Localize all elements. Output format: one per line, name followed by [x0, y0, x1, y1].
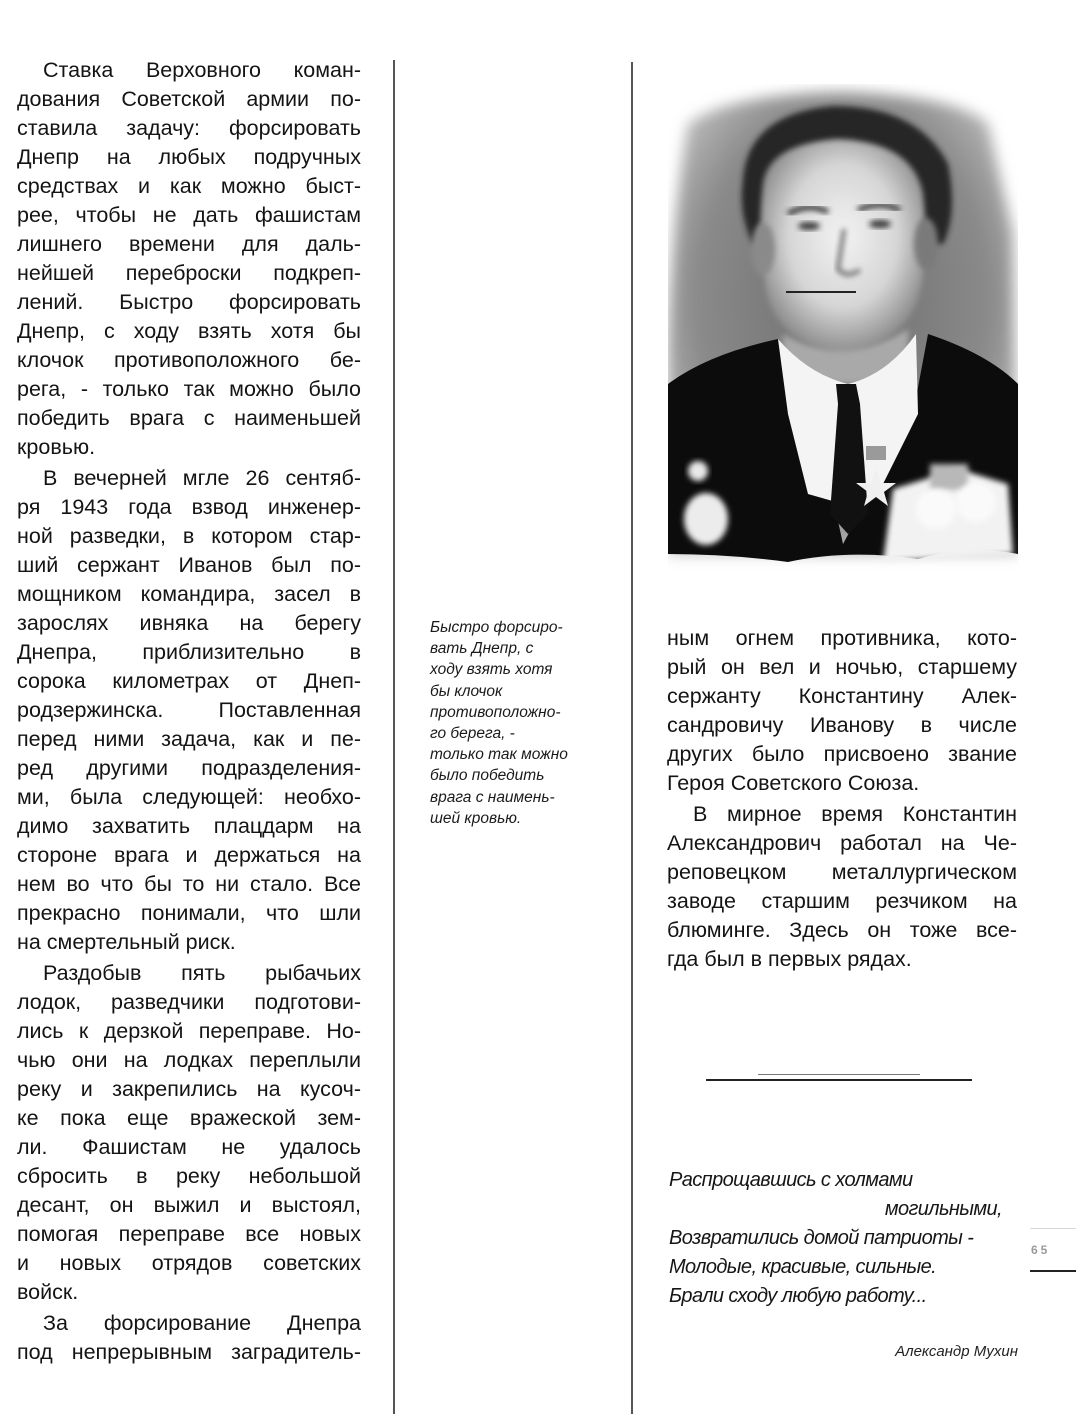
text-line: сандровичу Иванову в числе — [667, 713, 1017, 737]
page-number-rule-bottom — [1030, 1270, 1076, 1272]
poem-line: могильными, — [884, 1198, 1002, 1220]
text-line: кровью. — [17, 435, 96, 459]
poem-author: Александр Мухин — [895, 1343, 1018, 1360]
text-line: нем во что бы то ни стало. Все — [17, 872, 361, 896]
right-column — [667, 624, 1017, 976]
text-line: лишнего времени для даль- — [17, 232, 361, 256]
text-line: сбросить в реку небольшой — [17, 1164, 361, 1188]
poem-line: Распрощавшись с холмами — [669, 1169, 913, 1191]
text-line: помогая переправе все новых — [17, 1222, 361, 1246]
paragraph — [17, 959, 361, 1307]
pull-quote — [430, 617, 600, 829]
text-line: мощником командира, засел в — [17, 582, 361, 606]
text-line: на смертельный риск. — [17, 930, 236, 954]
text-line: За форсирование Днепра — [43, 1311, 361, 1335]
poem-line: Возвратились домой патриоты - — [669, 1227, 974, 1249]
text-line: прекрасно понимали, что шли — [17, 901, 361, 925]
pull-quote-line: ходу взять хотя — [430, 661, 553, 679]
separator-rule-thin — [758, 1074, 920, 1075]
pull-quote-line: вать Днепр, с — [430, 640, 534, 658]
text-line: Ставка Верховного коман- — [43, 58, 361, 82]
pull-quote-line: го берега, - — [430, 725, 515, 743]
text-line: чью они на лодках переплыли — [17, 1048, 361, 1072]
page-number: 65 — [1031, 1243, 1051, 1257]
poem-line: Брали сходу любую работу... — [669, 1285, 927, 1307]
text-line: рега, - только так можно было — [17, 377, 361, 401]
pull-quote-line: было победить — [430, 767, 545, 785]
text-line: ший сержант Иванов был по- — [17, 553, 361, 577]
left-column — [17, 56, 361, 1369]
pull-quote-line: Быстро форсиро- — [430, 619, 563, 636]
pull-quote-line: врага с наимень- — [430, 788, 555, 806]
text-line: средствах и как можно быст- — [17, 174, 361, 198]
text-line: Днепр, с ходу взять хотя бы — [17, 319, 361, 343]
pull-quote-line: бы клочок — [430, 682, 503, 700]
text-line: сорока километрах от Днеп- — [17, 669, 361, 693]
paragraph — [667, 800, 1017, 974]
text-line: перед ними задача, как и пе- — [17, 727, 361, 751]
text-line: Раздобыв пять рыбачьих — [43, 961, 361, 985]
text-line: димо захватить плацдарм на — [17, 814, 361, 838]
text-line: ли. Фашистам не удалось — [17, 1135, 361, 1159]
text-line: ря 1943 года взвод инженер- — [17, 495, 361, 519]
text-line: и новых отрядов советских — [17, 1251, 361, 1275]
text-line: Александрович работал на Че- — [667, 831, 1017, 855]
text-line: рее, чтобы не дать фашистам — [17, 203, 361, 227]
text-line: дования Советской армии по- — [17, 87, 361, 111]
text-line: гда был в первых рядах. — [667, 947, 912, 971]
paragraph — [17, 56, 361, 462]
text-line: клочок противоположного бе- — [17, 348, 361, 372]
text-line: родзержинска. Поставленная — [17, 698, 361, 722]
poem-epigraph — [669, 1166, 1014, 1311]
text-line: зарослях ивняка на берегу — [17, 611, 361, 635]
text-line: стороне врага и держаться на — [17, 843, 361, 867]
text-line: ред другими подразделения- — [17, 756, 361, 780]
column-rule-left — [393, 60, 395, 1414]
paragraph — [17, 464, 361, 957]
text-line: победить врага с наименьшей — [17, 406, 361, 430]
pull-quote-line: шей кровью. — [430, 809, 522, 827]
text-line: блюминге. Здесь он тоже все- — [667, 918, 1017, 942]
text-line: ми, была следующей: необхо- — [17, 785, 361, 809]
text-line: В вечерней мгле 26 сентяб- — [43, 466, 361, 490]
text-line: лись к дерзкой переправе. Но- — [17, 1019, 361, 1043]
text-line: реповецком металлургическом — [667, 860, 1017, 884]
poem-line: Молодые, красивые, сильные. — [669, 1256, 937, 1278]
text-line: десант, он выжил и выстоял, — [17, 1193, 361, 1217]
paragraph — [17, 1309, 361, 1367]
text-line: реку и закрепились на кусоч- — [17, 1077, 361, 1101]
text-line: Героя Советского Союза. — [667, 771, 920, 795]
text-line: Днепра, приблизительно в — [17, 640, 361, 664]
text-line: ной разведки, в котором стар- — [17, 524, 361, 548]
pull-quote-line: противоположно- — [430, 703, 561, 721]
text-line: ным огнем противника, кото- — [667, 626, 1017, 650]
text-line: лодок, разведчики подготови- — [17, 990, 361, 1014]
text-line: ставила задачу: форсировать — [17, 116, 361, 140]
text-line: других было присвоено звание — [667, 742, 1017, 766]
text-line: лений. Быстро форсировать — [17, 290, 361, 314]
text-line: ке пока еще вражеской зем- — [17, 1106, 361, 1130]
portrait-illustration — [668, 84, 1018, 576]
portrait-photo — [668, 84, 1018, 576]
text-line: сержанту Константину Алек- — [667, 684, 1017, 708]
separator-rule-thick — [706, 1079, 972, 1081]
column-rule-right — [631, 62, 633, 1414]
text-line: Днепр на любых подручных — [17, 145, 361, 169]
text-line: войск. — [17, 1280, 79, 1304]
text-line: рый он вел и ночью, старшему — [667, 655, 1017, 679]
text-line: заводе старшим резчиком на — [667, 889, 1017, 913]
text-line: нейшей переброски подкреп- — [17, 261, 361, 285]
pull-quote-line: только так можно — [430, 746, 568, 764]
text-line: под непрерывным заградитель- — [17, 1340, 361, 1364]
page-number-rule-top — [1030, 1228, 1076, 1229]
text-line: В мирное время Константин — [693, 802, 1017, 826]
paragraph-continued — [667, 624, 1017, 798]
